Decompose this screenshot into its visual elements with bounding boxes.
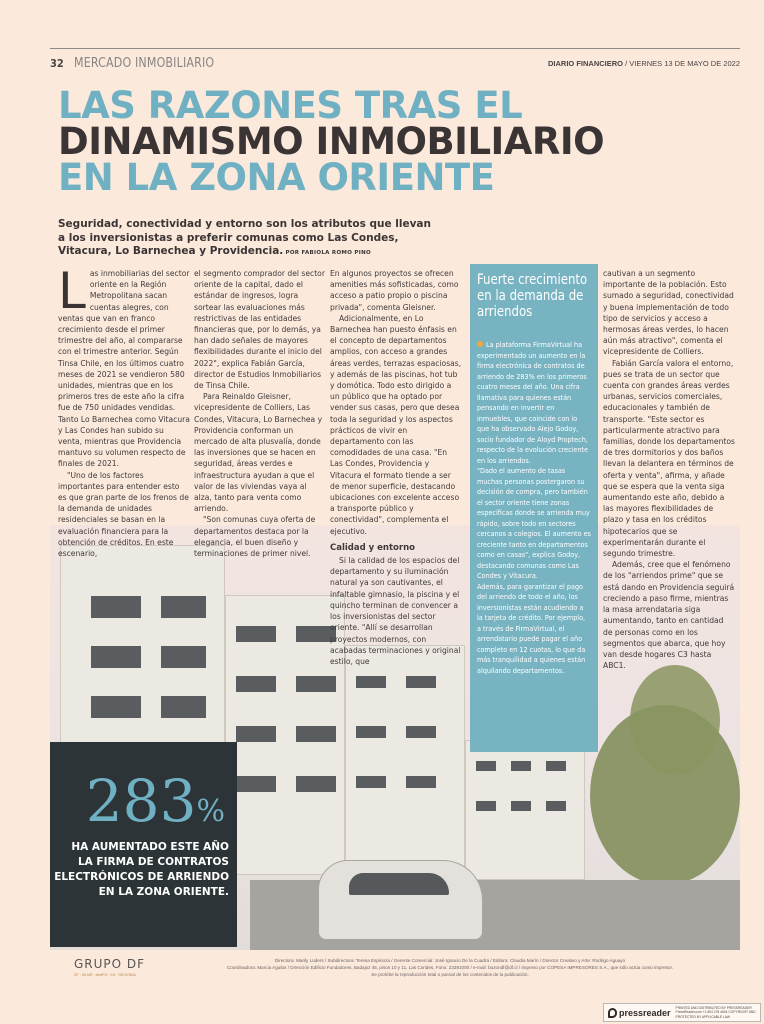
bullet-icon bbox=[477, 341, 483, 347]
paragraph: Además, cree que el fenómeno de los "arriendos prime" que se está dando en Providencia seguirá creciendo a paso firme, mientras la masa arrendataria siga aumentando, tanto en cantidad de personas como en los segmentos que abarca, que hoy van desde hogares C3 hasta ABC1. bbox=[603, 560, 735, 671]
building-right bbox=[345, 645, 465, 875]
window bbox=[356, 776, 386, 788]
window bbox=[476, 801, 496, 811]
article-column-3 bbox=[330, 268, 462, 667]
subheading: Calidad y entorno bbox=[330, 542, 415, 553]
window bbox=[91, 646, 141, 668]
sub-brands: DF · WLMR · ebMPG · ED · REGIONAL bbox=[74, 973, 137, 977]
paragraph: Fabián García valora el entorno, pues se trata de un sector que cuenta con grandes áreas verdes urbanas, servicios comerciales, educacionales y también de transporte. "Este sector es particularmente atractivo para familias, donde los departamentos de tres dormitorios y dos baños llevan la delantera en términos de oferta y venta", afirma, y añade que se espera que la venta siga aumentando este año, debido a las mayores flexibilidades de plazo y tasa en los créditos hipotecarios que se experimentarán durante el segundo trimestre. bbox=[603, 358, 735, 559]
pressreader-label: pressreader bbox=[619, 1007, 671, 1018]
title-line-1: LAS RAZONES TRAS EL bbox=[58, 84, 523, 127]
tree bbox=[630, 665, 720, 775]
article-column-1 bbox=[58, 262, 190, 559]
paragraph: "Uno de los factores importantes para entender esto es que gran parte de los frenos de la demanda de unidades residenciales se basan en la evaluación financiera para la obtención de créditos. En este escenario, bbox=[58, 470, 189, 559]
paragraph bbox=[58, 262, 190, 470]
pressreader-info: PRINTED AND DISTRIBUTED BY PRESSREADER PressReader.com +1 604 278 4604 COPYRIGHT AND PROTECTED BY APPLICABLE LAW bbox=[675, 1005, 756, 1019]
header-rule bbox=[50, 48, 740, 49]
sidebar-paragraph bbox=[477, 340, 591, 466]
window bbox=[511, 761, 531, 771]
building-far bbox=[465, 740, 585, 880]
window bbox=[546, 801, 566, 811]
sidebar-box bbox=[470, 264, 598, 752]
stat-value: 283 bbox=[85, 767, 197, 835]
window bbox=[236, 726, 276, 742]
title-line-3: EN LA ZONA ORIENTE bbox=[58, 156, 495, 199]
paragraph: cautivan a un segmento importante de la población. Esto sumado a seguridad, conectividad y buena implementación de todo tipo de servicios y acceso a hermosas áreas verdes, lo hacen aún más atractivo", comenta el vicepresidente de Colliers. bbox=[603, 269, 734, 357]
window bbox=[296, 726, 336, 742]
credits-line-2: Coordinadora: Marcia Aguilar / Dirección Edificio Fundadores, Badajoz 45, pisos 10 y 11, Las Condes, Fono: 23391000 / e-mail: buzondf@df.cl / Impreso por COPESA IMPRESORES S.A., que sólo actúa como impresor. bbox=[226, 965, 674, 970]
stat-callout bbox=[50, 742, 237, 947]
paragraph: En algunos proyectos se ofrecen amenities más sofisticadas, como acceso a patio propio o piscina privada", comenta Gleisner. bbox=[330, 269, 459, 312]
masthead-credits bbox=[170, 957, 730, 978]
paragraph: Adicionalmente, en Lo Barnechea han puesto énfasis en el concepto de departamentos amplios, con acceso a grandes áreas verdes, terrazas espaciosas, y además de las piscinas, hot tub y domótica. Todo esto dirigido a un público que ha optado por vender sus casas, pero que desea toda la seguridad y los aspectos prácticos de vivir en departamento con las comodidades de una casa. "En Las Condes, Providencia y Vitacura el formato tiende a ser de menor superficie, destacando ubicaciones con excelente acceso a transporte público y conectividad", complementa el ejecutivo. bbox=[330, 313, 462, 536]
sidebar-paragraph: "Dado el aumento de tasas muchas personas postergaron su decisión de compra, pero también el sector oriente tiene zonas específicas donde se arrienda muy rápido, sobre todo en sectores cercanos a colegios. El aumento es creciente tanto en departamentos como en casas", explica Godoy, destacando comunas como Las Condes y Vitacura. bbox=[477, 466, 591, 580]
window bbox=[236, 776, 276, 792]
window bbox=[236, 626, 276, 642]
title-line-2: DINAMISMO INMOBILIARIO bbox=[58, 120, 605, 163]
credits-line-1: Directora: Marily Lüders / Subdirectora: Teresa Espinoza / Gerente Comercial: José Ignacio De la Cuadra / Editora: Claudia Marín / Director Creativo y Arte: Rodrigo Aguayo bbox=[274, 958, 626, 963]
building-mid bbox=[225, 595, 345, 875]
window bbox=[406, 726, 436, 738]
byline: POR FABIOLA ROMO PINO bbox=[283, 250, 371, 256]
article-column-2 bbox=[194, 268, 326, 559]
deck-text: Seguridad, conectividad y entorno son los atributos que llevan a los inversionistas a preferir comunas como Las Condes, Vitacura, Lo Barnechea y Providencia. bbox=[58, 218, 431, 257]
window bbox=[546, 761, 566, 771]
publication-info bbox=[548, 59, 740, 68]
drop-cap: L bbox=[58, 262, 86, 320]
paragraph: "Son comunas cuya oferta de departamentos destaca por la elegancia, el buen diseño y terminaciones de primer nivel. bbox=[194, 515, 316, 559]
stat-caption: HA AUMENTADO ESTE AÑO LA FIRMA DE CONTRATOS ELECTRÓNICOS DE ARRIENDO EN LA ZONA ORIENTE. bbox=[54, 841, 229, 898]
pressreader-icon bbox=[608, 1008, 617, 1018]
window bbox=[161, 696, 206, 718]
article-deck bbox=[58, 218, 438, 261]
car-windshield bbox=[349, 873, 449, 895]
window bbox=[406, 776, 436, 788]
window bbox=[91, 596, 141, 618]
car bbox=[318, 860, 483, 940]
article-title bbox=[58, 84, 738, 199]
group-brand: GRUPO DF bbox=[74, 957, 146, 971]
page-header bbox=[50, 55, 740, 71]
pressreader-logo bbox=[608, 1008, 671, 1018]
window bbox=[161, 596, 206, 618]
section-name: MERCADO INMOBILIARIO bbox=[73, 55, 215, 71]
paragraph: Si la calidad de los espacios del departamento y su iluminación natural ya son cautivantes, el infaltable gimnasio, la piscina y el quincho terminan de convencer a los inversionistas del sector oriente. "Allí se desarrollan proyectos modernos, con acabadas terminaciones y original estilo, que bbox=[330, 556, 461, 666]
window bbox=[356, 676, 386, 688]
pressreader-badge bbox=[603, 1003, 761, 1022]
paragraph-text: as inmobiliarias del sector oriente en la Región Metropolitana sacan cuentas alegres, con ventas que van en franco crecimiento desde el primer trimestre del año, al compararse con el trimestre anterior. Según Tinsa Chile, en los últimos cuatro meses de 2021 se vendieron 580 unidades, mientras que en los primeros tres de este año la cifra fue de 750 unidades vendidas. Tanto Lo Barnechea como Vitacura y Las Condes han subido su venta, mientras que Providencia mantuvo su volumen respecto de finales de 2021. bbox=[58, 269, 190, 469]
publication-date: / VIERNES 13 DE MAYO DE 2022 bbox=[623, 58, 740, 68]
page-number: 32 bbox=[50, 56, 64, 70]
window bbox=[406, 676, 436, 688]
stat-number bbox=[85, 767, 225, 841]
window bbox=[296, 676, 336, 692]
window bbox=[356, 726, 386, 738]
group-logo bbox=[74, 957, 145, 977]
sidebar-paragraph: Además, para garantizar el pago del arriendo de todo el año, los inversionistas están acudiendo a la tarjeta de crédito. Por ejemplo, a través de FirmaVirtual, el arrendatario puede pagar el año completo en 12 cuotas, lo que da más tranquilidad a quienes están alquilando departamentos. bbox=[477, 581, 586, 675]
paragraph: Para Reinaldo Gleisner, vicepresidente de Colliers, Las Condes, Vitacura, Lo Barnechea y Providencia conforman un mercado de alta plusvalía, donde las inversiones que se hacen en seguridad, áreas verdes e infraestructura ayudan a que el valor de las viviendas vaya al alza, tanto para venta como arriendo. bbox=[194, 392, 323, 514]
sidebar-body bbox=[477, 340, 591, 676]
paragraph: el segmento comprador del sector oriente de la capital, dado el estándar de ingresos, logra sortear las evaluaciones más restrictivas de las entidades financieras que, por lo demás, ya han dado señales de mayores flexibilidades durante el inicio del 2022", explica Fabián García, director de Estudios Inmobiliarios de Tinsa Chile. bbox=[194, 269, 325, 391]
sidebar-heading: Fuerte crecimiento en la demanda de arriendos bbox=[477, 272, 588, 320]
window bbox=[236, 676, 276, 692]
publication-name: DIARIO FINANCIERO bbox=[548, 58, 623, 68]
window bbox=[511, 801, 531, 811]
window bbox=[91, 696, 141, 718]
window bbox=[296, 776, 336, 792]
credits-line-3: Se prohíbe la reproducción total o parcial de los contenidos de la publicación. bbox=[371, 972, 529, 977]
article-column-5 bbox=[603, 268, 735, 671]
stat-percent: % bbox=[196, 794, 225, 829]
sidebar-text: La plataforma FirmaVirtual ha experimentado un aumento en la firma electrónica de contratos de arriendo de 283% en los primeros cuatro meses del año. Una cifra llamativa para quienes están pensando en invertir en inmuebles, que coincide con lo que ha observado Alejo Godoy, socio fundador de Aloyd Proptech, respecto de la evolución creciente en los arriendos. bbox=[477, 340, 589, 465]
window bbox=[161, 646, 206, 668]
window bbox=[476, 761, 496, 771]
